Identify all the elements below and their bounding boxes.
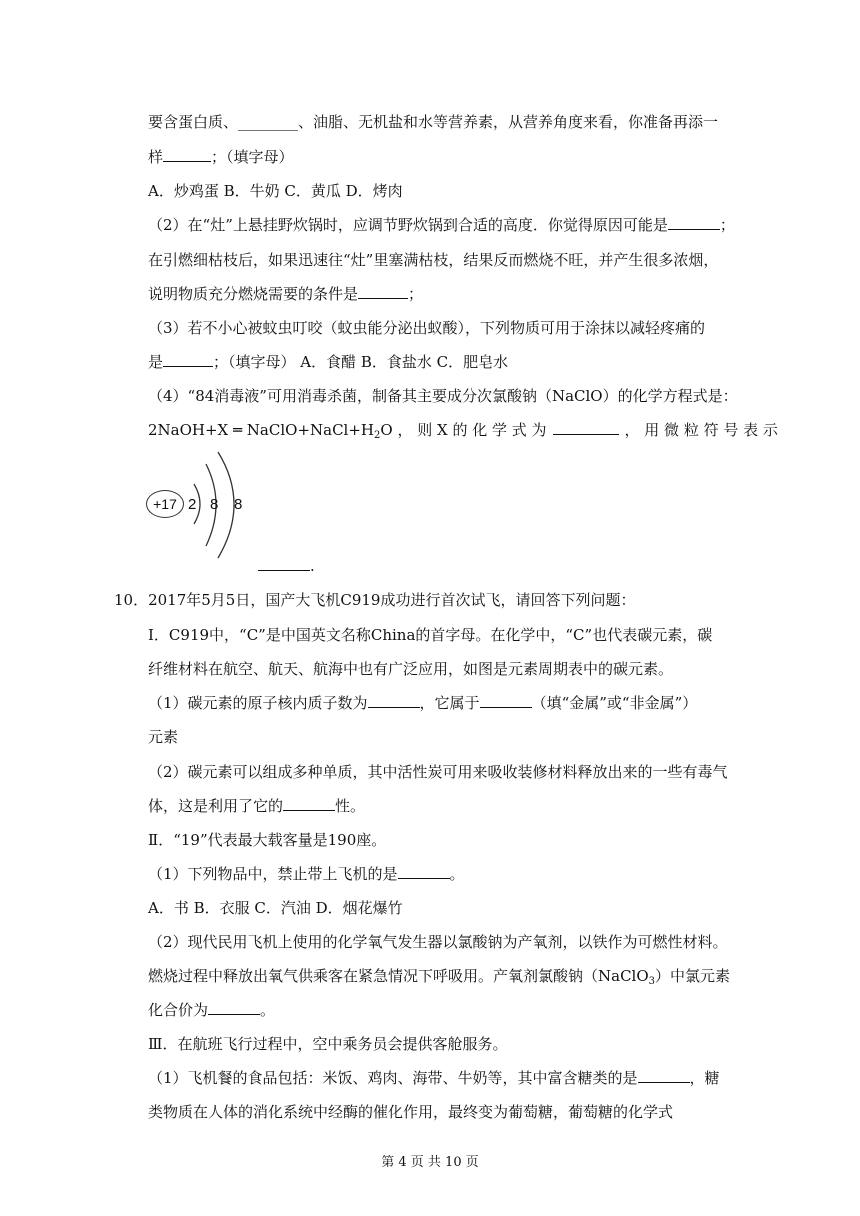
answer-blank [258, 556, 310, 571]
text: A．炒鸡蛋 B．牛奶 C．黄瓜 D．烤肉 [148, 182, 403, 200]
text: ，糖 [689, 1069, 720, 1087]
text: （填“金属”或“非金属”） [531, 694, 698, 712]
answer-blank [668, 215, 720, 230]
text-line [148, 727, 178, 747]
text: ， 用 微 粒 符 号 表 示 [624, 421, 778, 439]
text: A．书 B．衣服 C．汽油 D．烟花爆竹 [148, 899, 403, 917]
text: 。 [260, 1001, 276, 1019]
text-line [148, 659, 673, 679]
text-line [148, 112, 718, 132]
equation-line [148, 420, 778, 446]
text: ，它属于 [419, 694, 480, 712]
text: （3）若不小心被蚊虫叮咬（蚊虫能分泌出蚁酸），下列物质可用于涂抹以减轻疼痛的 [148, 319, 706, 337]
nucleus: +17 [146, 490, 184, 518]
options-line [148, 898, 403, 918]
subscript: 3 [648, 976, 656, 987]
answer-blank [358, 284, 408, 299]
text: Ⅱ．“19”代表最大载客量是190座。 [148, 831, 387, 849]
text: ）中氯元素 [655, 967, 731, 985]
text: 类物质在人体的消化系统中经酶的催化作用，最终变为葡萄糖，葡萄糖的化学式 [148, 1103, 674, 1121]
page-footer: 第 4 页 共 10 页 [381, 1155, 479, 1170]
answer-blank [553, 420, 619, 435]
text-line [148, 1068, 720, 1088]
text: Ⅲ．在航班飞行过程中，空中乘务员会提供客舱服务。 [148, 1035, 508, 1053]
text: ； [719, 216, 735, 234]
text: Ⅰ．C919中，“C”是中国英文名称China的首字母。在化学中，“C”也代表碳元素，碳 [148, 626, 713, 644]
text-line [148, 1034, 507, 1054]
text-line [148, 1102, 673, 1122]
subscript: 2 [374, 430, 381, 441]
shell-electrons: 8 [234, 496, 243, 513]
text: 要含蛋白质、________、油脂、无机盐和水等营养素，从营养角度来看，你准备再添一 [148, 113, 719, 131]
equation: 2NaOH+X ═ NaClO+NaCl+H [148, 421, 375, 439]
text-line [258, 556, 315, 576]
answer-blank [480, 693, 532, 708]
shell-electrons: 2 [188, 496, 197, 513]
options-line [148, 181, 403, 201]
text-line [148, 693, 697, 713]
text-line [148, 966, 730, 992]
text: 样 [148, 148, 164, 166]
text: 在引燃细枯枝后，如果迅速往“灶”里塞满枯枝，结果反而燃烧不旺，并产生很多浓烟， [148, 251, 719, 269]
text-line [148, 1000, 275, 1020]
answer-blank [368, 693, 420, 708]
text-line [148, 625, 712, 645]
text: ；（填字母） A．食醋 B．食盐水 C．肥皂水 [213, 353, 509, 371]
text: （2）现代民用飞机上使用的化学氧气发生器以氯酸钠为产氧剂，以铁作为可燃性材料。 [148, 933, 728, 951]
answer-blank [398, 864, 450, 879]
text-line [148, 147, 294, 167]
text-line [148, 318, 705, 338]
shell-electrons: 8 [210, 496, 219, 513]
text-line [148, 796, 365, 816]
text: 说明物质充分燃烧需要的条件是 [148, 285, 359, 303]
question-title [114, 590, 635, 610]
text: 性。 [335, 797, 366, 815]
text: （2）在“灶”上悬挂野炊锅时，应调节野炊锅到合适的高度．你觉得原因可能是 [148, 216, 668, 234]
text: . [310, 557, 315, 575]
text: O ， 则 X 的 化 学 式 为 [380, 421, 547, 439]
text: 10．2017年5月5日，国产大飞机C919成功进行首次试飞，请回答下列问题： [114, 591, 636, 609]
text: （1）碳元素的原子核内质子数为 [148, 694, 368, 712]
text: ；（填字母） [211, 148, 294, 166]
text-line [148, 284, 423, 304]
text: （1）下列物品中，禁止带上飞机的是 [148, 865, 398, 883]
answer-blank [208, 1000, 260, 1015]
text: 是 [148, 353, 164, 371]
text: 化合价为 [148, 1001, 209, 1019]
text-line [148, 830, 386, 850]
shell-arc [218, 452, 234, 558]
answer-blank [283, 796, 335, 811]
text-line [148, 762, 728, 782]
text: 纤维材料在航空、航天、航海中也有广泛应用，如图是元素周期表中的碳元素。 [148, 660, 674, 678]
atom-structure-diagram [142, 448, 262, 560]
text: 。 [449, 865, 465, 883]
text-line [148, 250, 718, 270]
text-line [148, 352, 508, 372]
text-line [148, 386, 738, 406]
text: 体，这是利用了它的 [148, 797, 284, 815]
text: 燃烧过程中释放出氧气供乘客在紧急情况下呼吸用。产氧剂氯酸钠（NaClO [148, 967, 649, 985]
text-line [148, 864, 465, 884]
text: （1）飞机餐的食品包括：米饭、鸡肉、海带、牛奶等，其中富含糖类的是 [148, 1069, 638, 1087]
text: 元素 [148, 728, 179, 746]
text: （4）“84消毒液”可用消毒杀菌，制备其主要成分次氯酸钠（NaClO）的化学方程式是： [148, 387, 738, 405]
answer-blank [638, 1068, 690, 1083]
text: （2）碳元素可以组成多种单质，其中活性炭可用来吸收装修材料释放出来的一些有毒气 [148, 763, 728, 781]
text-line [148, 932, 728, 952]
text-line [148, 215, 735, 235]
answer-blank [163, 352, 213, 367]
text: ； [408, 285, 424, 303]
answer-blank [163, 147, 211, 162]
